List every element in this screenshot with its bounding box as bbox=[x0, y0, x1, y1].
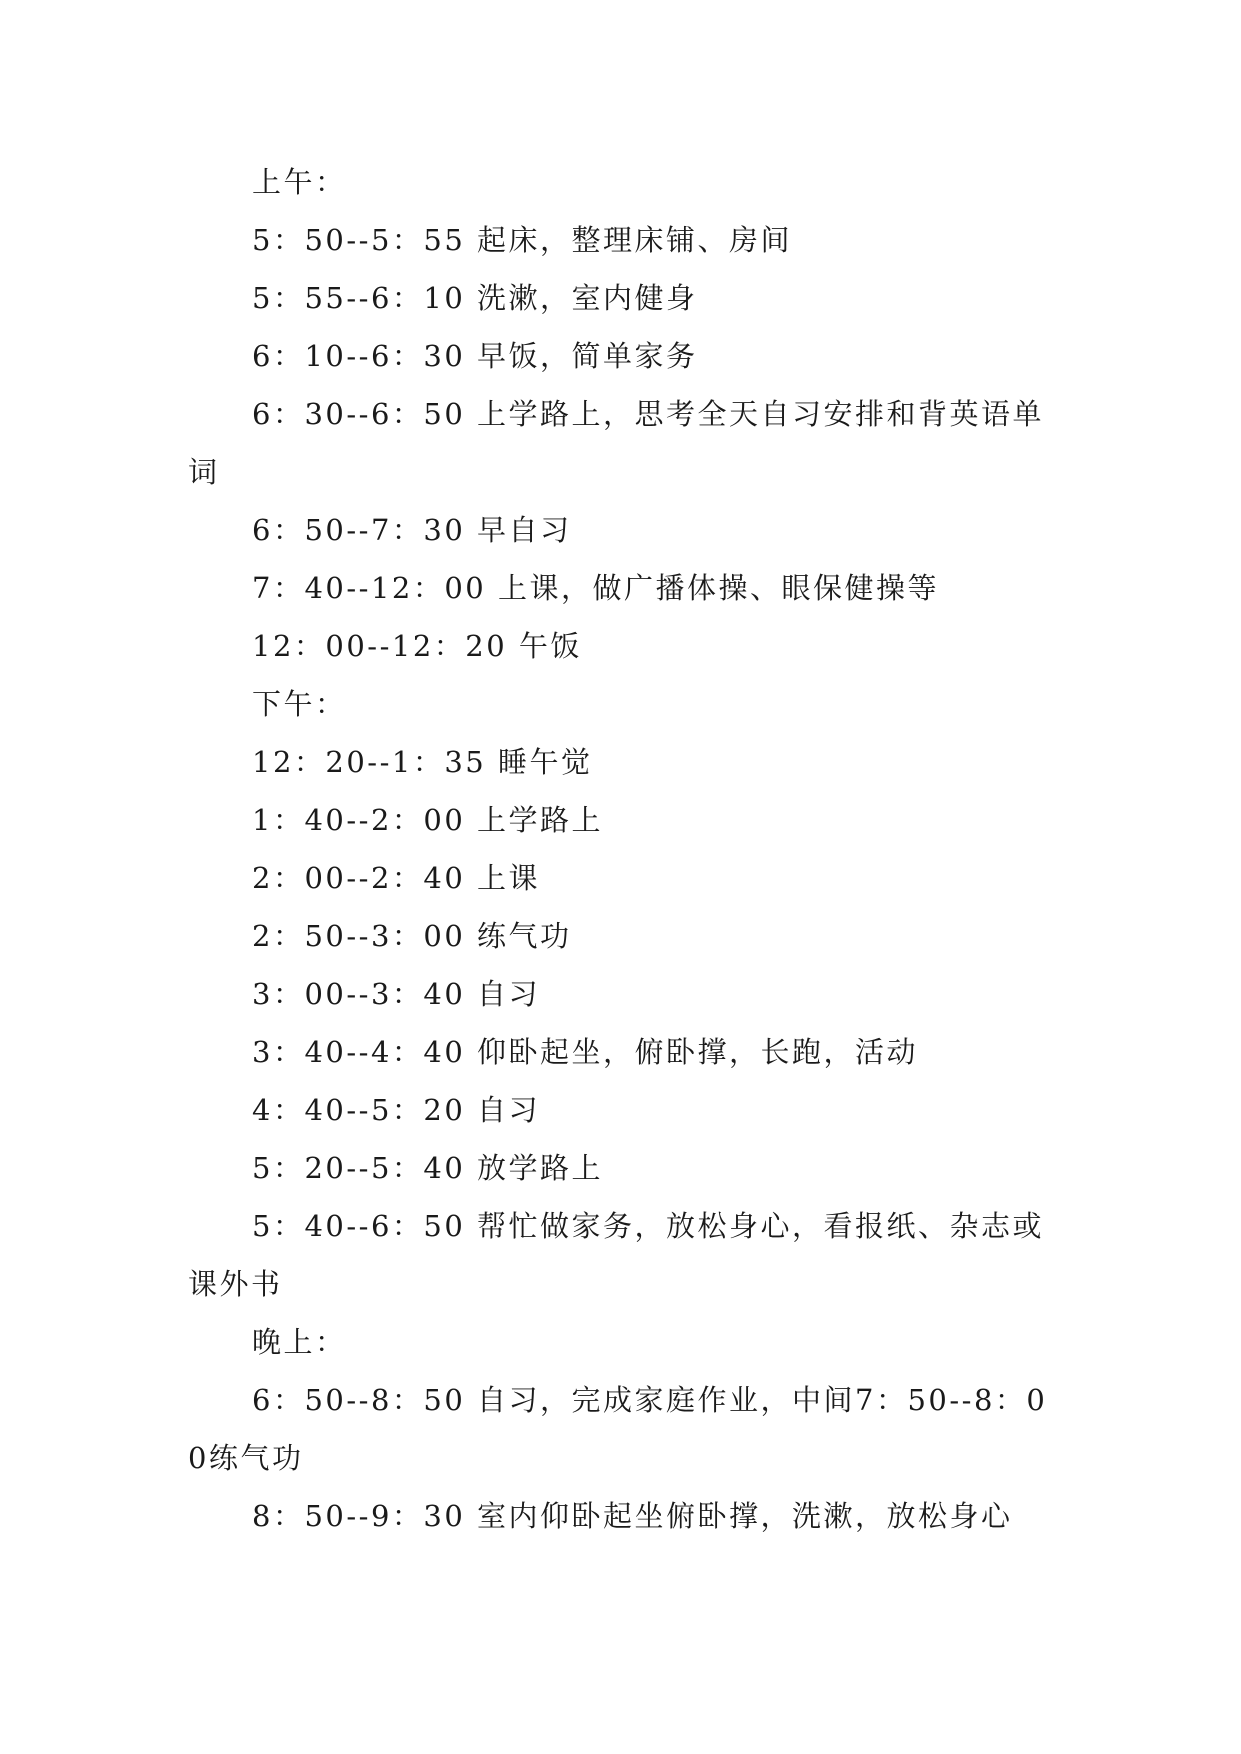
schedule-item: 3：00--3：40 自习 bbox=[252, 977, 541, 1011]
schedule-item: 12：20--1：35 睡午觉 bbox=[252, 745, 593, 779]
section-heading-afternoon: 下午： bbox=[252, 687, 347, 721]
schedule-item: 5：20--5：40 放学路上 bbox=[252, 1151, 604, 1185]
schedule-item: 2：50--3：00 练气功 bbox=[252, 919, 572, 953]
section-heading-morning: 上午： bbox=[252, 165, 347, 199]
section-heading-evening: 晚上： bbox=[252, 1325, 347, 1359]
schedule-item: 6：50--7：30 早自习 bbox=[252, 513, 572, 547]
schedule-item: 4：40--5：20 自习 bbox=[252, 1093, 541, 1127]
schedule-item: 8：50--9：30 室内仰卧起坐俯卧撑，洗漱，放松身心 bbox=[252, 1499, 1013, 1533]
schedule-item: 12：00--12：20 午饭 bbox=[252, 629, 582, 663]
schedule-item: 5：50--5：55 起床，整理床铺、房间 bbox=[252, 223, 793, 257]
schedule-item: 5：40--6：50 帮忙做家务，放松身心，看报纸、杂志或课外书 bbox=[188, 1209, 1045, 1301]
schedule-item: 6：30--6：50 上学路上，思考全天自习安排和背英语单词 bbox=[188, 397, 1045, 489]
schedule-item: 5：55--6：10 洗漱，室内健身 bbox=[252, 281, 698, 315]
document-body bbox=[188, 153, 1053, 1545]
schedule-item: 6：10--6：30 早饭，简单家务 bbox=[252, 339, 698, 373]
schedule-item: 6：50--8：50 自习，完成家庭作业，中间7：50--8：00练气功 bbox=[188, 1383, 1048, 1475]
schedule-item: 2：00--2：40 上课 bbox=[252, 861, 541, 895]
schedule-item: 7：40--12：00 上课，做广播体操、眼保健操等 bbox=[252, 571, 939, 605]
schedule-item: 3：40--4：40 仰卧起坐，俯卧撑，长跑，活动 bbox=[252, 1035, 919, 1069]
schedule-item: 1：40--2：00 上学路上 bbox=[252, 803, 604, 837]
